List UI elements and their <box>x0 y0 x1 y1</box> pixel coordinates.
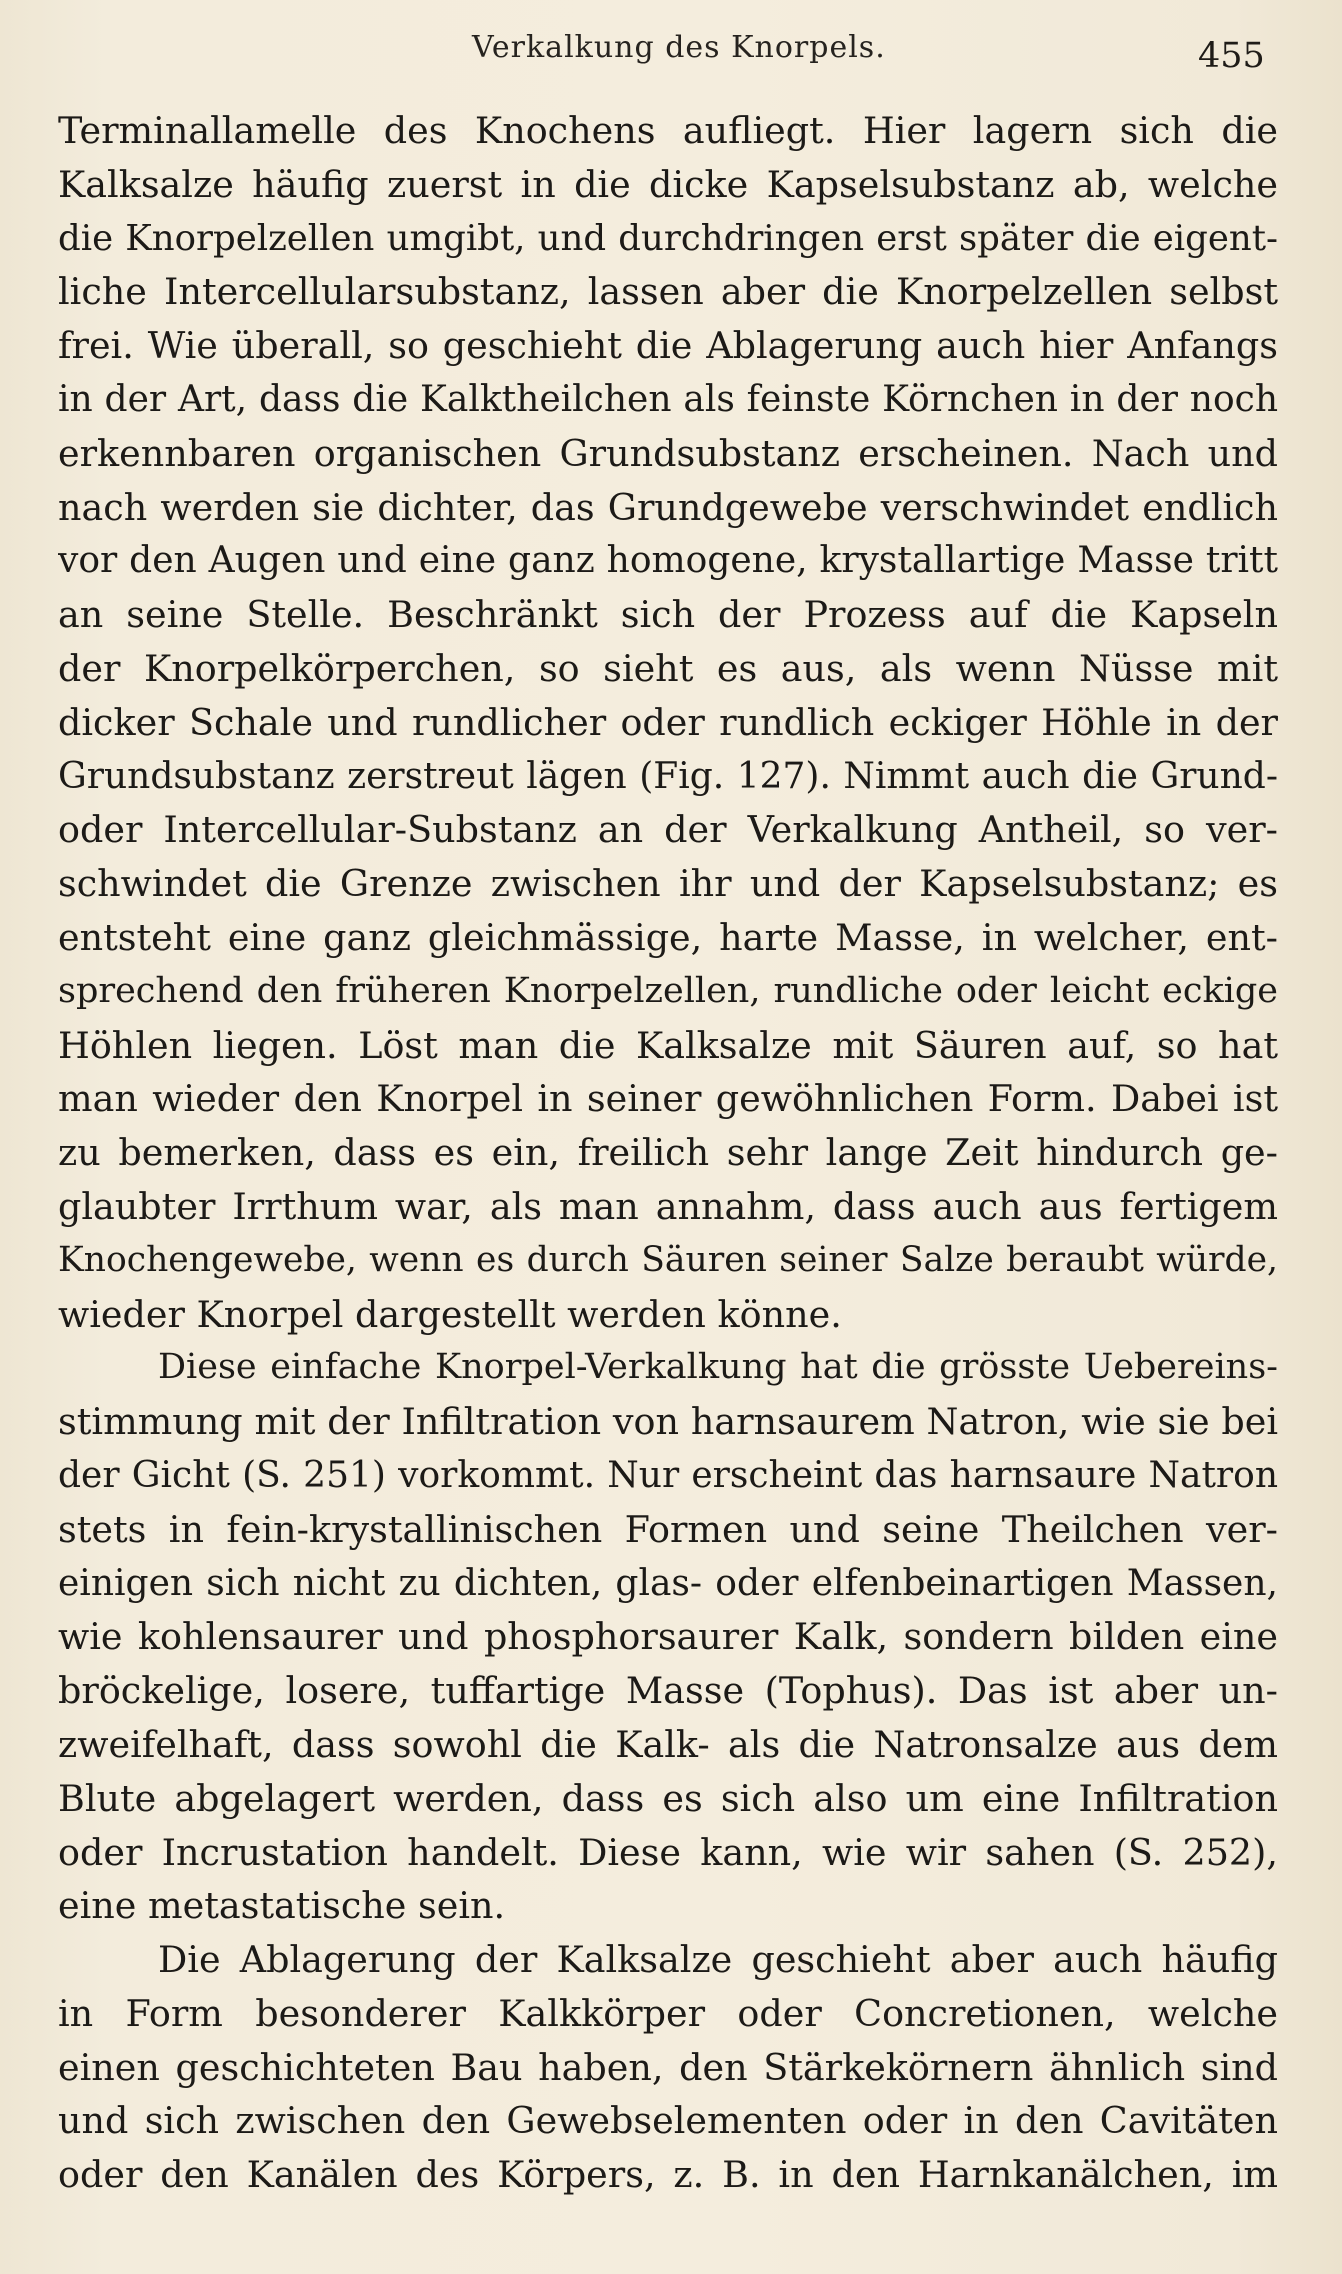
text-line: glaubter Irrthum war, als man annahm, dass auch aus fertigem <box>58 1184 1278 1228</box>
text-line: eine metastatische sein. <box>58 1884 506 1928</box>
text-line: Knochengewebe, wenn es durch Säuren seiner Salze beraubt würde, <box>58 1239 1278 1280</box>
text-line: stets in fein-krystallinischen Formen und seine Theilchen ver- <box>58 1507 1278 1551</box>
text-line: bröckelige, losere, tuffartige Masse (Tophus). Das ist aber un- <box>58 1669 1278 1713</box>
running-title: Verkalkung des Knorpels. <box>472 30 886 65</box>
text-line: schwindet die Grenze zwischen ihr und der Kapselsubstanz; es <box>58 862 1278 906</box>
text-line: oder Intercellular-Substanz an der Verkalkung Antheil, so ver- <box>58 808 1278 852</box>
text-line: stimmung mit der Infiltration von harnsaurem Natron, wie sie bei <box>58 1400 1278 1444</box>
text-line: vor den Augen und eine ganz homogene, krystallartige Masse tritt <box>58 540 1278 582</box>
text-line: man wieder den Knorpel in seiner gewöhnlichen Form. Dabei ist <box>58 1077 1278 1121</box>
text-line: liche Intercellularsubstanz, lassen aber die Knorpelzellen selbst <box>58 270 1278 314</box>
text-line: an seine Stelle. Beschränkt sich der Prozess auf die Kapseln <box>58 593 1278 637</box>
text-line: oder Incrustation handelt. Diese kann, wie wir sahen (S. 252), <box>58 1830 1278 1874</box>
text-line: entsteht eine ganz gleichmässige, harte Masse, in welcher, ent- <box>58 915 1278 959</box>
text-line: der Knorpelkörperchen, so sieht es aus, als wenn Nüsse mit <box>58 646 1278 690</box>
body-text <box>58 104 1278 2202</box>
text-line: Diese einfache Knorpel-Verkalkung hat die grösste Uebereins- <box>158 1347 1278 1388</box>
text-line: einigen sich nicht zu dichten, glas- oder elfenbeinartigen Massen, <box>58 1562 1278 1604</box>
text-line: Höhlen liegen. Löst man die Kalksalze mit Säuren auf, so hat <box>58 1023 1278 1067</box>
text-line: oder den Kanälen des Körpers, z. B. in den Harnkanälchen, im <box>58 2153 1278 2197</box>
text-line: wieder Knorpel dargestellt werden könne. <box>58 1292 842 1336</box>
text-line: einen geschichteten Bau haben, den Stärkekörnern ähnlich sind <box>58 2045 1278 2089</box>
page-number: 455 <box>1198 36 1265 76</box>
text-line: Blute abgelagert werden, dass es sich also um eine Infiltration <box>58 1776 1278 1820</box>
paragraph-2 <box>58 1341 1278 1933</box>
text-line: sprechend den früheren Knorpelzellen, rundliche oder leicht eckige <box>58 970 1278 1011</box>
text-line: Die Ablagerung der Kalksalze geschieht aber auch häufig <box>158 1938 1278 1982</box>
text-line: dicker Schale und rundlicher oder rundlich eckiger Höhle in der <box>58 700 1278 744</box>
paragraph-3 <box>58 1933 1278 2202</box>
text-line: in Form besonderer Kalkkörper oder Concretionen, welche <box>58 1991 1278 2035</box>
text-line: zweifelhaft, dass sowohl die Kalk- als die Natronsalze aus dem <box>58 1722 1278 1766</box>
text-line: der Gicht (S. 251) vorkommt. Nur erscheint das harnsaure Natron <box>58 1454 1278 1496</box>
text-line: Terminallamelle des Knochens aufliegt. Hier lagern sich die <box>58 109 1278 152</box>
paragraph-1 <box>58 104 1278 1341</box>
text-line: Grundsubstanz zerstreut lägen (Fig. 127). Nimmt auch die Grund- <box>58 755 1278 797</box>
text-line: frei. Wie überall, so geschieht die Ablagerung auch hier Anfangs <box>58 324 1278 368</box>
text-line: und sich zwischen den Gewebselementen oder in den Cavitäten <box>58 2099 1278 2143</box>
text-line: Kalksalze häufig zuerst in die dicke Kapselsubstanz ab, welche <box>58 162 1278 206</box>
text-line: in der Art, dass die Kalktheilchen als feinste Körnchen in der noch <box>58 378 1278 420</box>
page-header <box>0 22 1342 82</box>
text-line: die Knorpelzellen umgibt, und durchdringen erst später die eigent- <box>58 217 1278 259</box>
text-line: erkennbaren organischen Grundsubstanz erscheinen. Nach und <box>58 431 1278 475</box>
text-line: wie kohlensaurer und phosphorsaurer Kalk, sondern bilden eine <box>58 1615 1278 1659</box>
text-line: nach werden sie dichter, das Grundgewebe verschwindet endlich <box>58 485 1278 529</box>
text-line: zu bemerken, dass es ein, freilich sehr lange Zeit hindurch ge- <box>58 1131 1278 1175</box>
